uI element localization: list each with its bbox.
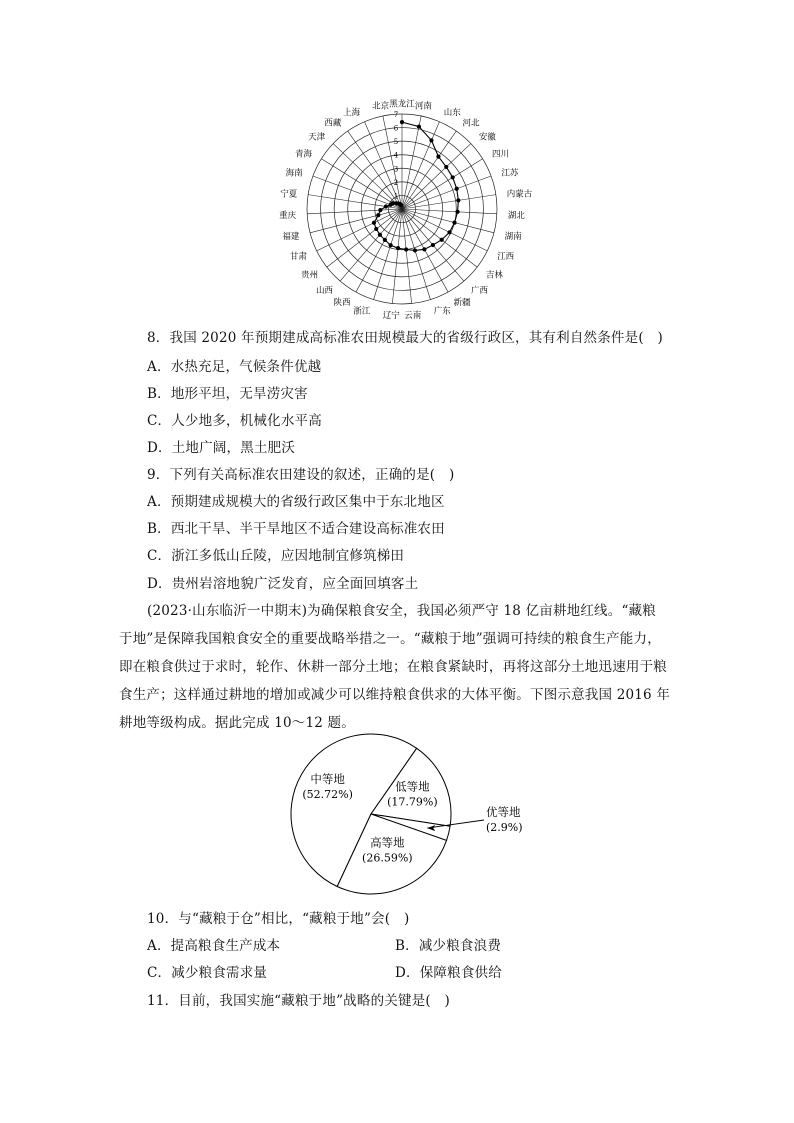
- polar-category-label: 上海: [343, 108, 361, 119]
- polar-data-point: [378, 233, 382, 237]
- polar-category-label: 山西: [315, 285, 333, 296]
- polar-data-point: [455, 210, 459, 214]
- polar-category-label: 贵州: [301, 270, 319, 281]
- polar-category-label: 广东: [433, 306, 451, 317]
- polar-category-label: 浙江: [353, 306, 371, 317]
- polar-data-point: [452, 221, 456, 225]
- question-10-option-d: D．保障粮食供给: [395, 965, 502, 981]
- polar-category-label: 新疆: [453, 298, 471, 309]
- question-9-option-c: C．浙江多低山丘陵，应因地制宜修筑梯田: [147, 548, 405, 564]
- polar-tick-label: 7: [393, 111, 399, 119]
- polar-spoke: [374, 209, 402, 300]
- polar-tick-label: 5: [393, 138, 399, 147]
- polar-data-point: [376, 213, 380, 217]
- polar-category-label: 甘肃: [289, 252, 307, 263]
- question-8-option-b: B．地形平坦，无旱涝灾害: [147, 386, 308, 402]
- pie-chart: [286, 728, 536, 900]
- question-10-option-c: C．减少粮食需求量: [147, 965, 268, 981]
- question-11-stem: 11．目前，我国实施“藏粮于地”战略的关键是( ): [147, 993, 451, 1009]
- polar-spoke: [402, 209, 487, 251]
- polar-category-label: 黑龙江: [389, 99, 415, 110]
- polar-category-label: 云南: [404, 310, 422, 321]
- polar-data-point: [389, 243, 393, 247]
- polar-tick-label: 1: [393, 192, 399, 201]
- polar-category-label: 陕西: [333, 298, 351, 309]
- pie-slice-percent: (17.79%): [387, 795, 438, 809]
- polar-data-point: [417, 124, 421, 128]
- polar-grid: [307, 114, 497, 304]
- polar-data-point: [431, 243, 435, 247]
- polar-data-point: [455, 187, 459, 191]
- polar-spoke: [402, 209, 497, 214]
- polar-category-label: 安徽: [478, 132, 496, 143]
- polar-data-point: [440, 238, 444, 242]
- pie-slice-percent: (26.59%): [362, 851, 413, 865]
- pie-slice-name: 中等地: [310, 772, 345, 787]
- polar-tick-label: 2: [393, 178, 399, 187]
- polar-spoke: [402, 209, 430, 300]
- polar-data-point: [372, 221, 376, 225]
- passage-line-5: 耕地等级构成。据此完成 10～12 题。: [119, 715, 355, 731]
- polar-category-label: 内蒙古: [506, 189, 533, 200]
- pie-slice-name: 低等地: [395, 779, 430, 794]
- polar-chart: [279, 99, 533, 321]
- polar-category-label: 辽宁: [382, 310, 400, 321]
- polar-data-point: [429, 138, 433, 142]
- polar-spoke: [402, 195, 496, 209]
- question-9-stem: 9．下列有关高标准农田建设的叙述，正确的是( ): [147, 467, 455, 483]
- polar-data-point: [396, 246, 400, 250]
- polar-category-label: 广西: [471, 285, 489, 296]
- polar-data-point: [456, 198, 460, 202]
- polar-data-point: [374, 227, 378, 231]
- polar-spoke: [340, 209, 402, 281]
- pie-slice-name: 优等地: [486, 805, 521, 819]
- passage-line-3: 即在粮食供过于求时，轮作、休耕一部分土地；在粮食紧缺时，再将这部分土地迅速用于粮: [119, 659, 667, 675]
- polar-spoke: [333, 144, 402, 209]
- question-9-option-a: A．预期建成规模大的省级行政区集中于东北地区: [147, 494, 445, 510]
- polar-category-label: 山东: [443, 108, 461, 119]
- question-9-option-d: D．贵州岩溶地貌广泛发育，应全面回填客土: [147, 576, 419, 592]
- polar-category-label: 湖北: [507, 210, 525, 221]
- polar-data-point: [399, 203, 403, 207]
- pie-slice-percent: (52.72%): [302, 788, 353, 802]
- polar-spoke: [402, 209, 494, 233]
- question-8-option-c: C．人少地多，机械化水平高: [147, 413, 322, 429]
- polar-category-label: 青海: [295, 149, 313, 160]
- polar-data-point: [444, 165, 448, 169]
- polar-data-point: [413, 248, 417, 252]
- polar-category-label: 北京: [372, 101, 390, 112]
- polar-data-point: [447, 230, 451, 234]
- polar-category-label: 江苏: [501, 168, 519, 179]
- pie-slice-name: 高等地: [370, 835, 405, 850]
- polar-category-label: 宁夏: [280, 189, 298, 200]
- question-8-option-d: D．土地广阔，黑土肥沃: [147, 440, 296, 456]
- polar-spoke: [307, 209, 402, 214]
- polar-category-label: 湖南: [504, 232, 522, 243]
- question-10-stem: 10．与“藏粮于仓”相比，“藏粮于地”会( ): [147, 911, 410, 927]
- polar-spoke: [402, 209, 477, 267]
- polar-category-label: 江西: [497, 252, 515, 263]
- question-8-stem: 8．我国 2020 年预期建成高标准农田规模最大的省级行政区，其有利自然条件是( ): [147, 330, 663, 346]
- polar-category-label: 天津: [308, 132, 326, 143]
- polar-data-point: [436, 155, 440, 159]
- polar-category-label: 河北: [462, 118, 480, 129]
- polar-tick-label: 4: [393, 151, 399, 160]
- polar-tick-label: 6: [393, 124, 399, 133]
- polar-category-label: 西藏: [324, 118, 342, 129]
- polar-category-label: 河南: [414, 101, 432, 112]
- polar-category-label: 海南: [285, 168, 303, 179]
- polar-category-label: 福建: [282, 232, 300, 243]
- passage-line-2: 于地”是保障我国粮食安全的重要战略举措之一。“藏粮于地”强调可持续的粮食生产能力，: [119, 631, 661, 647]
- question-8-option-a: A．水热充足，气候条件优越: [147, 359, 322, 375]
- polar-data-point: [400, 120, 404, 124]
- polar-spoke: [327, 209, 402, 267]
- pie-slice-percent: (2.9%): [486, 821, 523, 834]
- question-10-option-a: A．提高粮食生产成本: [147, 938, 281, 954]
- polar-data-point: [422, 247, 426, 251]
- polar-data-point: [378, 208, 382, 212]
- polar-data-point: [451, 175, 455, 179]
- polar-data-point: [383, 238, 387, 242]
- question-10-option-b: B．减少粮食浪费: [395, 938, 502, 954]
- polar-category-label: 重庆: [279, 210, 297, 221]
- polar-spoke: [310, 209, 402, 233]
- polar-data-point: [384, 204, 388, 208]
- polar-data-point: [404, 247, 408, 251]
- passage-line-4: 食生产；这样通过耕地的增加或减少可以维持粮食供求的大体平衡。下图示意我国 2016 年: [119, 687, 671, 703]
- polar-tick-label: 3: [393, 165, 399, 174]
- polar-category-label: 四川: [491, 149, 509, 160]
- question-9-option-b: B．西北干旱、半干旱地区不适合建设高标准农田: [147, 521, 445, 537]
- passage-line-1: (2023·山东临沂一中期末)为确保粮食安全，我国必须严守 18 亿亩耕地红线。“藏粮: [147, 603, 656, 619]
- polar-category-label: 吉林: [485, 270, 503, 281]
